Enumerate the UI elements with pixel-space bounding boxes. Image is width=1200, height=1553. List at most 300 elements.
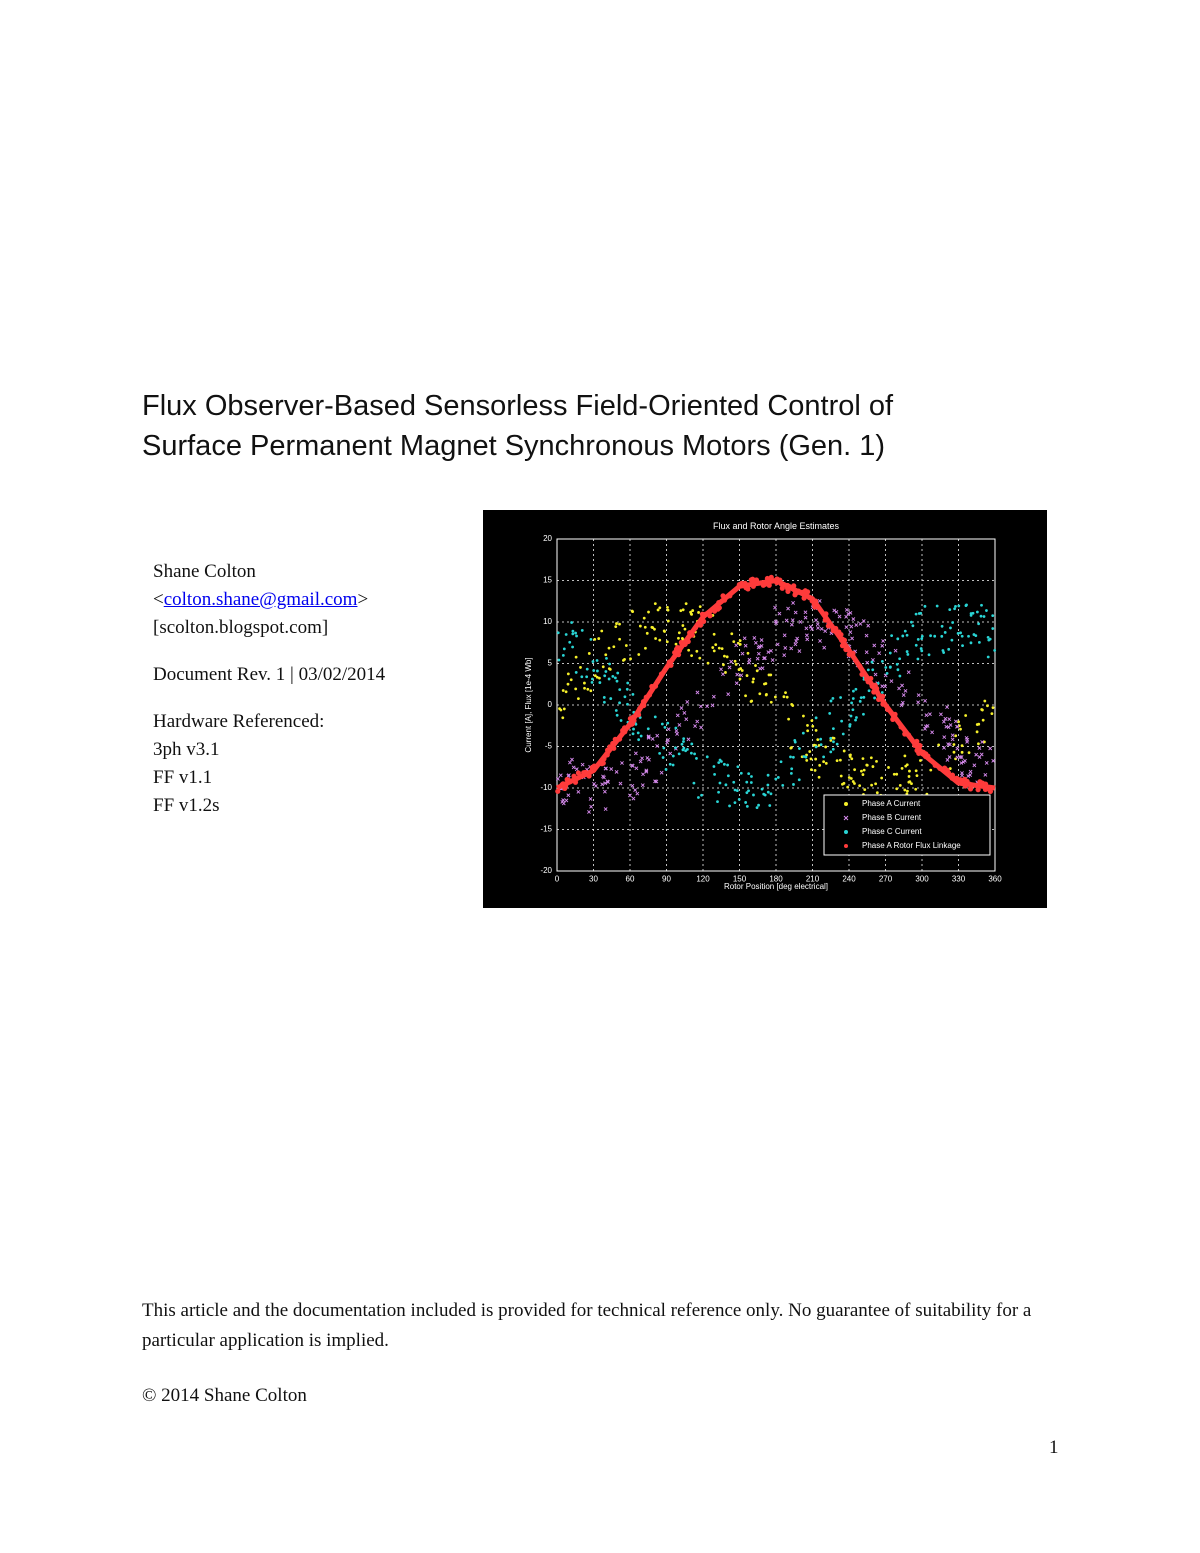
data-point <box>978 641 981 644</box>
data-point <box>929 769 932 772</box>
x-tick-label: 90 <box>662 874 671 884</box>
data-point <box>980 604 983 607</box>
document-title <box>142 386 1042 466</box>
data-point <box>756 657 759 660</box>
data-point <box>802 732 805 735</box>
data-point <box>896 663 899 666</box>
data-point <box>674 727 677 730</box>
data-point <box>639 625 642 628</box>
data-point <box>920 650 923 653</box>
data-point <box>718 647 721 650</box>
data-point <box>611 675 614 678</box>
data-point <box>855 688 858 691</box>
data-point <box>693 724 696 727</box>
data-point <box>865 634 868 637</box>
data-point <box>849 753 852 756</box>
data-point <box>944 717 947 720</box>
data-point <box>690 612 693 615</box>
data-point <box>637 731 640 734</box>
data-point <box>976 730 979 733</box>
data-point <box>832 740 835 743</box>
data-point <box>852 697 855 700</box>
x-tick-label: 120 <box>696 874 710 884</box>
x-axis-label: Rotor Position [deg electrical] <box>723 882 829 891</box>
data-point <box>850 625 853 628</box>
data-point <box>754 641 757 644</box>
data-point <box>789 747 792 750</box>
data-point <box>557 631 560 634</box>
data-point <box>862 713 865 716</box>
data-point <box>832 697 835 700</box>
data-point <box>603 701 606 704</box>
data-point <box>793 739 796 742</box>
data-point <box>641 784 644 787</box>
data-point <box>686 700 689 703</box>
data-point <box>783 654 786 657</box>
data-point <box>784 646 787 649</box>
data-point <box>863 788 866 791</box>
data-point <box>815 729 818 732</box>
data-point <box>954 720 957 723</box>
data-point <box>753 636 756 639</box>
data-point <box>616 672 619 675</box>
data-point <box>941 625 944 628</box>
data-point <box>829 737 832 740</box>
data-point <box>686 748 689 751</box>
data-point <box>816 738 819 741</box>
data-point <box>792 756 795 759</box>
data-point <box>667 620 670 623</box>
data-point <box>947 726 950 729</box>
data-point <box>980 753 983 756</box>
data-point <box>622 659 625 662</box>
data-point <box>920 637 923 640</box>
data-point <box>651 737 654 740</box>
data-point <box>647 727 650 730</box>
data-point <box>684 628 687 631</box>
data-point <box>672 764 675 767</box>
y-tick-label: 0 <box>547 700 552 710</box>
data-point <box>768 674 771 677</box>
data-point <box>836 759 839 762</box>
data-point <box>819 738 822 741</box>
y-tick-label: 20 <box>543 534 552 544</box>
data-point <box>562 689 565 692</box>
email-link[interactable]: colton.shane@gmail.com <box>163 589 358 610</box>
data-point <box>744 801 747 804</box>
data-point <box>677 637 680 640</box>
data-point <box>906 650 909 653</box>
data-point <box>750 577 755 582</box>
data-point <box>624 695 627 698</box>
data-point <box>942 651 945 654</box>
author-email-line <box>153 586 473 614</box>
data-point <box>992 759 995 762</box>
data-point <box>907 671 910 674</box>
data-point <box>719 668 722 671</box>
y-tick-label: 5 <box>547 658 552 668</box>
data-point <box>880 777 883 780</box>
data-point <box>644 647 647 650</box>
data-point <box>881 660 884 663</box>
data-point <box>770 792 773 795</box>
email-open-bracket: < <box>153 589 164 610</box>
data-point <box>921 635 924 638</box>
data-point <box>942 720 945 723</box>
data-point <box>572 766 575 769</box>
data-point <box>678 631 681 634</box>
data-point <box>984 773 987 776</box>
data-point <box>669 752 672 755</box>
x-tick-label: 60 <box>625 874 635 884</box>
data-point <box>654 637 657 640</box>
data-point <box>822 755 825 758</box>
data-point <box>744 694 747 697</box>
page-number: 1 <box>1049 1437 1059 1458</box>
data-point <box>717 791 720 794</box>
data-point <box>820 627 823 630</box>
data-point <box>707 662 710 665</box>
data-point <box>953 743 956 746</box>
x-tick-label: 150 <box>732 874 747 884</box>
data-point <box>852 617 855 620</box>
data-point <box>696 691 699 694</box>
data-point <box>634 788 637 791</box>
data-point <box>859 700 862 703</box>
data-point <box>589 689 592 692</box>
data-point <box>975 753 978 756</box>
data-point <box>591 681 594 684</box>
data-point <box>964 714 967 717</box>
data-point <box>654 715 657 718</box>
data-point <box>663 630 666 633</box>
data-point <box>588 652 591 655</box>
data-point <box>719 759 722 762</box>
data-point <box>620 761 623 764</box>
data-point <box>806 724 809 727</box>
x-tick-label: 270 <box>878 874 893 884</box>
author-block <box>153 558 473 820</box>
data-point <box>957 632 960 635</box>
data-point <box>810 768 813 771</box>
data-point <box>636 792 639 795</box>
data-point <box>874 673 877 676</box>
data-point <box>917 658 920 661</box>
data-point <box>662 747 665 750</box>
data-point <box>976 611 979 614</box>
data-point <box>895 787 898 790</box>
data-point <box>563 708 566 711</box>
data-point <box>805 627 808 630</box>
data-point <box>900 684 903 687</box>
data-point <box>804 756 807 759</box>
data-point <box>596 659 599 662</box>
data-point <box>608 667 611 670</box>
data-point <box>730 660 733 663</box>
data-point <box>881 644 884 647</box>
data-point <box>727 774 730 777</box>
data-point <box>871 661 874 664</box>
data-point <box>739 639 742 642</box>
data-point <box>832 727 835 730</box>
data-point <box>618 638 621 641</box>
data-point <box>977 622 980 625</box>
data-point <box>867 624 870 627</box>
data-point <box>961 635 964 638</box>
data-point <box>763 683 766 686</box>
data-point <box>806 638 809 641</box>
data-point <box>959 631 962 634</box>
data-point <box>713 649 716 652</box>
data-point <box>898 657 901 660</box>
data-point <box>824 630 827 633</box>
y-tick-label: 15 <box>543 575 552 585</box>
data-point <box>565 690 568 693</box>
data-point <box>832 748 835 751</box>
data-point <box>577 697 580 700</box>
data-point <box>810 758 813 761</box>
data-point <box>943 736 946 739</box>
data-point <box>608 663 611 666</box>
data-point <box>845 626 848 629</box>
data-point <box>756 669 759 672</box>
data-point <box>867 668 870 671</box>
data-point <box>961 751 964 754</box>
data-point <box>735 663 738 666</box>
data-point <box>758 667 761 670</box>
data-point <box>839 759 842 762</box>
data-point <box>571 630 574 633</box>
data-point <box>750 781 753 784</box>
data-point <box>850 637 853 640</box>
data-point <box>672 755 675 758</box>
data-point <box>650 626 653 629</box>
data-point <box>602 776 605 779</box>
data-point <box>618 701 621 704</box>
data-point <box>937 744 940 747</box>
data-point <box>969 770 972 773</box>
data-point <box>615 622 618 625</box>
data-point <box>682 608 685 611</box>
data-point <box>728 666 731 669</box>
data-point <box>666 722 669 725</box>
data-point <box>581 629 584 632</box>
data-point <box>695 650 698 653</box>
data-point <box>815 745 818 748</box>
data-point <box>846 786 849 789</box>
data-point <box>766 784 769 787</box>
data-point <box>836 743 839 746</box>
data-point <box>757 652 760 655</box>
data-point <box>845 608 848 611</box>
data-point <box>904 630 907 633</box>
data-point <box>860 696 863 699</box>
data-point <box>618 688 621 691</box>
data-point <box>776 643 779 646</box>
data-point <box>873 644 876 647</box>
data-point <box>790 623 793 626</box>
data-point <box>612 645 615 648</box>
data-point <box>745 791 748 794</box>
y-tick-label: -15 <box>540 824 552 834</box>
data-point <box>590 638 593 641</box>
data-point <box>794 611 797 614</box>
data-point <box>739 678 742 681</box>
data-point <box>678 723 681 726</box>
data-point <box>618 623 621 626</box>
data-point <box>901 767 904 770</box>
data-point <box>987 639 990 642</box>
data-point <box>656 734 659 737</box>
data-point <box>721 673 724 676</box>
data-point <box>603 696 606 699</box>
data-point <box>567 794 570 797</box>
data-point <box>626 703 629 706</box>
data-point <box>743 637 746 640</box>
data-point <box>842 733 845 736</box>
data-point <box>915 613 918 616</box>
data-point <box>637 738 640 741</box>
data-point <box>917 694 920 697</box>
data-point <box>561 716 564 719</box>
data-point <box>973 764 976 767</box>
data-point <box>791 619 794 622</box>
data-point <box>699 705 702 708</box>
data-point <box>604 670 607 673</box>
data-point <box>849 723 852 726</box>
data-point <box>843 750 846 753</box>
data-point <box>906 653 909 656</box>
data-point <box>956 725 959 728</box>
data-point <box>985 761 988 764</box>
data-point <box>802 715 805 718</box>
series-group <box>556 599 995 813</box>
data-point <box>804 611 807 614</box>
data-point <box>947 648 950 651</box>
data-point <box>940 635 943 638</box>
data-point <box>728 805 731 808</box>
data-point <box>676 732 679 735</box>
data-point <box>895 773 898 776</box>
data-point <box>748 658 751 661</box>
legend-label: Phase C Current <box>862 827 922 837</box>
data-point <box>987 656 990 659</box>
data-point <box>893 773 896 776</box>
x-tick-label: 300 <box>915 874 929 884</box>
author-name: Shane Colton <box>153 561 256 582</box>
data-point <box>889 666 892 669</box>
data-point <box>726 655 729 658</box>
data-point <box>680 706 683 709</box>
data-point <box>750 700 753 703</box>
data-point <box>870 784 873 787</box>
data-point <box>814 619 817 622</box>
data-point <box>815 716 818 719</box>
data-point <box>925 714 928 717</box>
data-point <box>853 768 856 771</box>
data-point <box>565 799 568 802</box>
data-point <box>605 657 608 660</box>
data-point <box>839 696 842 699</box>
data-point <box>954 605 957 608</box>
data-point <box>818 639 821 642</box>
data-point <box>741 669 744 672</box>
data-point <box>859 622 862 625</box>
data-point <box>665 768 668 771</box>
data-point <box>562 654 565 657</box>
data-point <box>862 696 865 699</box>
data-point <box>602 665 605 668</box>
data-point <box>897 668 900 671</box>
data-point <box>620 719 623 722</box>
data-point <box>697 611 700 614</box>
data-point <box>792 783 795 786</box>
data-point <box>901 635 904 638</box>
data-point <box>818 599 821 602</box>
data-point <box>767 774 770 777</box>
hardware-item: FF v1.1 <box>153 767 213 788</box>
data-point <box>822 760 825 763</box>
data-point <box>929 634 932 637</box>
data-point <box>949 627 952 630</box>
data-point <box>977 742 980 745</box>
data-point <box>855 716 858 719</box>
data-point <box>894 649 897 652</box>
data-point <box>614 625 617 628</box>
data-point <box>558 707 561 710</box>
data-point <box>683 711 686 714</box>
data-point <box>878 652 881 655</box>
data-point <box>735 644 738 647</box>
data-point <box>829 750 832 753</box>
data-point <box>604 807 607 810</box>
data-point <box>615 709 618 712</box>
data-point <box>825 762 828 765</box>
data-point <box>855 623 858 626</box>
data-point <box>596 676 599 679</box>
data-point <box>640 735 643 738</box>
data-point <box>726 764 729 767</box>
data-point <box>571 646 574 649</box>
data-point <box>695 757 698 760</box>
data-point <box>745 781 748 784</box>
data-point <box>784 691 787 694</box>
data-point <box>906 790 909 793</box>
data-point <box>740 674 743 677</box>
data-point <box>816 626 819 629</box>
data-point <box>911 624 914 627</box>
data-point <box>721 647 724 650</box>
data-point <box>850 702 853 705</box>
data-point <box>752 681 755 684</box>
data-point <box>908 775 911 778</box>
data-point <box>973 633 976 636</box>
data-point <box>993 649 996 652</box>
data-point <box>805 634 808 637</box>
data-point <box>735 682 738 685</box>
data-point <box>634 752 637 755</box>
data-point <box>960 771 963 774</box>
data-point <box>774 778 777 781</box>
document-revision: Document Rev. 1 | 03/02/2014 <box>153 664 386 685</box>
data-point <box>870 756 873 759</box>
data-point <box>590 805 593 808</box>
data-point <box>887 766 890 769</box>
data-point <box>647 611 650 614</box>
email-close-bracket: > <box>357 589 369 610</box>
y-tick-label: -10 <box>540 783 552 793</box>
data-point <box>946 758 949 761</box>
